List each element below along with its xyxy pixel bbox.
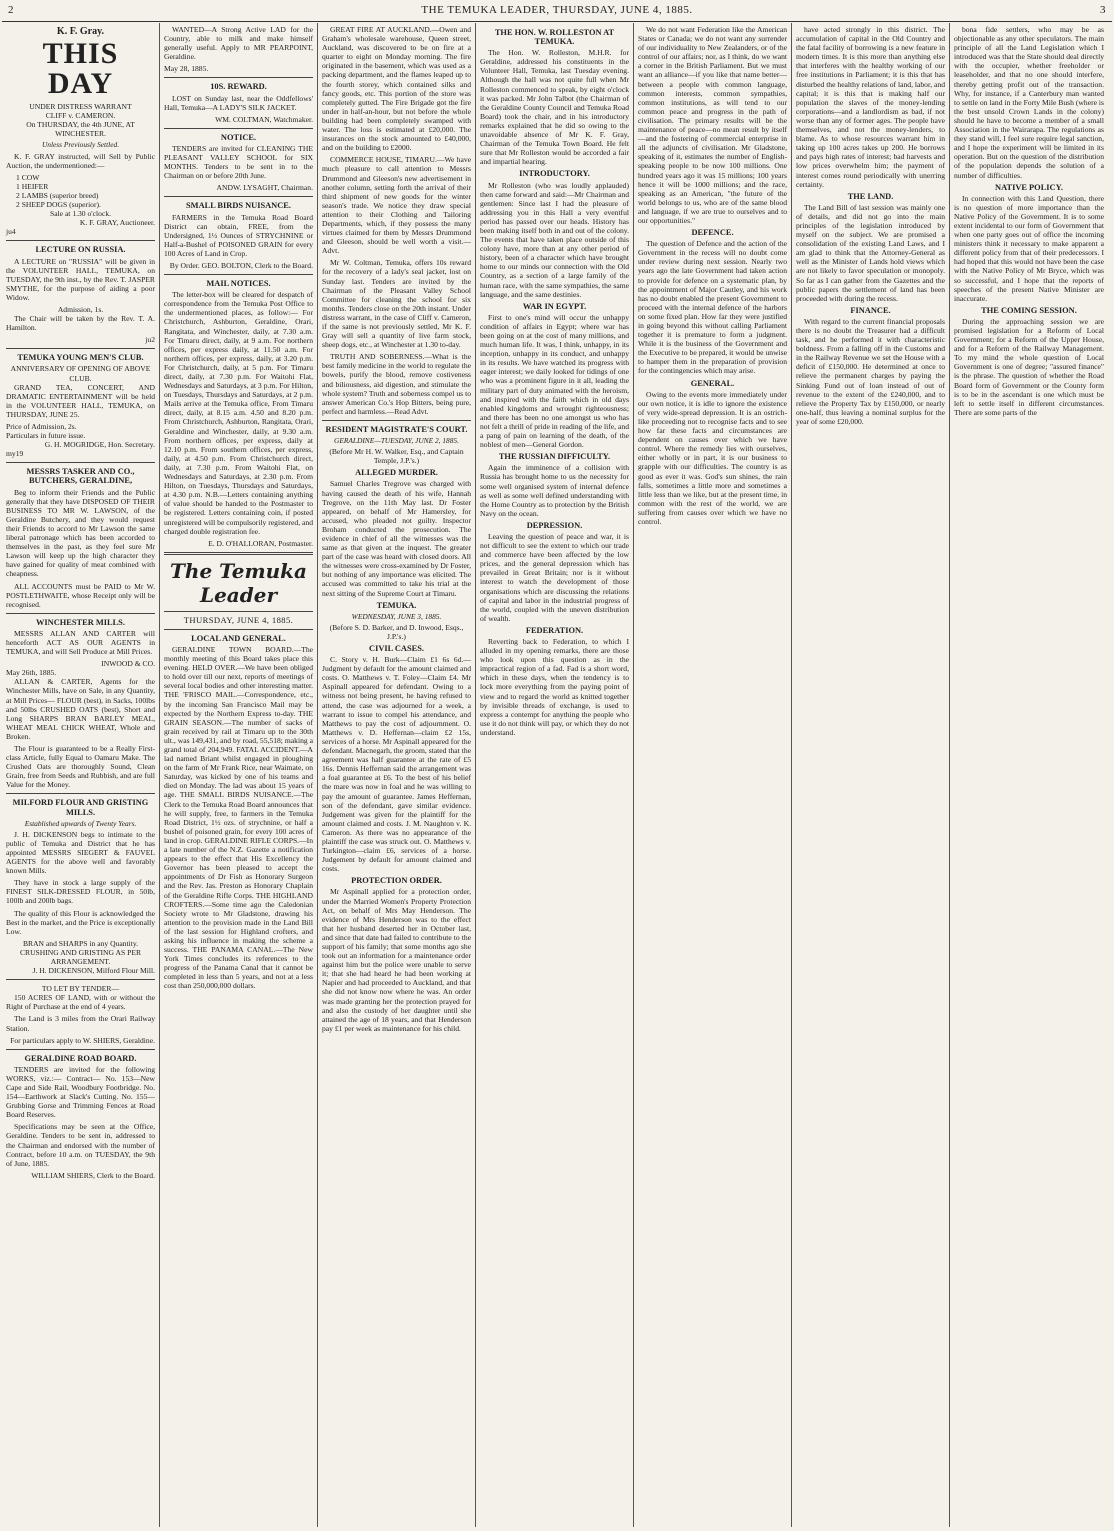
auction-item: 1 COW xyxy=(16,172,40,182)
case-name: CLIFF v. CAMERON. xyxy=(45,111,116,121)
general-heading: GENERAL. xyxy=(690,378,735,388)
notice-heading: NOTICE. xyxy=(220,132,257,142)
allan-notice: MESSRS ALLAN AND CARTER will henceforth ACT AS OUR AGENTS in TEMUKA, and will Sell Produce at Mill Prices. xyxy=(6,628,155,657)
masthead-title: THE TEMUKA LEADER, THURSDAY, JUNE 4, 1885. xyxy=(421,4,693,16)
introductory-body: Mr Rolleston (who was loudly applauded) then came forward and said:—Mr Chairman and gentlemen: Since last I had the pleasure of addressing you in this Hall a very eventful period has passed over our heads. History has been making itself both in and out of the colony. The events that have taken place outside of this colony have, more than at any other period of history, been of a character which have brought home to our minds our connection with the Old Country, as a section of a large family of the human race, with the same sympathies, the same language, and the same destinies. xyxy=(480,180,629,299)
top-rule xyxy=(2,21,1112,22)
russian-body: Again the imminence of a collision with Russia has brought home to us the necessity for some well organised system of internal defence as well as some well defined understanding with the Home Country as to protection by the British Navy on the ocean. xyxy=(480,463,629,518)
page-number-right: 3 xyxy=(1100,4,1106,16)
gray-instructed: K. F. GRAY instructed, will Sell by Public Auction, the undermentioned:— xyxy=(6,151,155,170)
crushing: CRUSHING AND GRISTING AS PER ARRANGEMENT. xyxy=(19,947,142,966)
rm-date: GERALDINE—TUESDAY, JUNE 2, 1885. xyxy=(334,436,459,446)
truth-article: TRUTH AND SOBERNESS.—What is the best family medicine in the world to regulate the bowels, purify the blood, remove costiveness and biliousness, aid digestion, and stimulate the whole system? Truth and soberness compel us to answer American Co.'s Hop Bitters, being pure, perfect and harmless.—Read Advt. xyxy=(322,352,471,416)
settlers-article: bona fide settlers, who may be as objectionable as any other speculators. The main principle of all the Land Legislation which I introduced was that the State should deal directly with the occupier, whether freeholder or leaseholder, and that no one should interfere, thereby getting profit out of the transaction. Why, for instance, if a Canterbury man wanted to settle on land in the Forty Mile Bush (where is the best unsold Crown Lands in the colony) should he have to become a member of a small Association in the Wairarapa. The regulations as they stand will, I feel sure require legal sanction, and I hope the experiment will be limited in its operation. But on the question of the distribution of the population depends the solution of a number of difficulties. xyxy=(954,25,1104,180)
postmaster-sign: E. D. O'HALLORAN, Postmaster. xyxy=(208,538,313,548)
general-body: Owing to the events more immediately under our own notice, it is idle to ignore the existence of very wide-spread depression. It is an ostrich-like proceeding not to recognise facts and to see how far these facts and circumstances are dependent on causes over which we have control. Where the remedy lies with ourselves, either wholly or in part, it is our business to grapple with our difficulties. The country is as good as ever it was. God's sun shines, the rain falls, sometimes a little more and sometimes a little less than we like, but at the present time, in common with the rest of the world, we are suffering from causes over which we have no control. xyxy=(638,389,787,526)
depression-body: Leaving the question of peace and war, it is not difficult to see the extent to which our trade and commerce have been affected by the low prices, and the general depression which has prevailed in Great Britain; nor is it without interest to watch the development of those organisations which are discussing the relations of capital and labor in the industrial progress of the world, coupled with the uneven distribution of wealth. xyxy=(480,531,629,623)
federation-heading: FEDERATION. xyxy=(525,625,584,635)
mail-body: The letter-box will be cleared for despatch of correspondence from the Temuka Post Office to the undermentioned places, as follow:— For Christchurch, Ashburton, Geraldine, Orari, Rangitata, and Winchester, daily, at 7.30 a.m. For Timaru direct, daily, at 9 a.m. For northern offices, per express daily, at 11.50 a.m. For northern offices, per express, daily, at 3.20 p.m. For Christchurch, daily, at 5 p.m. For Timaru direct, daily, at 7.30 p.m. For Waitohi Flat, Wednesdays and Saturdays, at 3 p.m. For Hilton, on Tuesdays, Thursdays and Saturdays, at 2 p.m. Mails arrive at the Temuka office, From Timaru direct, daily, at 8.15 a.m. 4.50 and 8.20 p.m. From Christchurch, Ashburton, Rangitata, Orari, Geraldine and Winchester, daily, at 9.30 a.m. From northern offices, per express, daily at 12.10 p.m. From southern offices, per express, daily, at 4.50 p.m. From Christchurch direct, daily, at 7.30 p.m. From Waitohi Flat, on Wednesdays and Saturdays, at 2.30 p.m. From Hilton, on Tuesdays, Thursdays and Saturdays, at 4.30 p.m. N.B.—Letters containing anything of value should be handed to the Postmaster to be registered. Letters containing coin, if posted unregistered will be compulsorily registered, and charged double registration fee. xyxy=(164,290,313,536)
auction-item: 2 LAMBS (superior breed) xyxy=(16,190,99,200)
local-body: GERALDINE TOWN BOARD.—The monthly meeting of this Board takes place this evening. HELD OVER.—We have been obliged to hold over till our next, reports of meetings of several local bodies and other interesting matter. THE 'FRISCO MAIL.—Correspondence, etc., by the incoming San Francisco Mail may be expected by the Northern Express to-day. THE GRAIN SEASON.—The number of sacks of grain received by rail at Timaru up to the 30th ult., was 149,431, and by road, 55,518; making a grand total of 204,949. FATAL ACCIDENT.—A lad named Briant whilst engaged in ploughing on the farm of Mr Frank Rice, near Waimate, on Saturday, was kicked by one of his teams and died on Monday. The lad was about 15 years of age. THE SMALL BIRDS NUISANCE.—The Clerk to the Temuka Road Board announces that he will supply, free, to farmers in the Temuka Road District, 1½ ozs. of strychnine, or half a bushel of poisoned grain, for every 100 acres of land in crop. GERALDINE RIFLE CORPS.—In a late number of the N.Z. Gazette a notification appears to the effect that His Excellency the Governor has been pleased to accept the appointments of Dr Fish as Honorary Surgeon and the Rev. Jas. Preston as Honorary Chaplain of the Geraldine Rifle Corps. THE HIGHLAND CROFTERS.—Some time ago the Caledonian Society wrote to Mr Gladstone, drawing his attention to the provision made in the Land Bill of the last session for Highland crofters, and asking his influence in making the scheme a success. THE PANAMA CANAL.—The New York Times concludes its references to the progress of the Panama Canal that it cannot be completed in less than 5 years, and not at a less cost than 250,000,000 dollars. xyxy=(164,644,313,991)
ad-code: ju4 xyxy=(6,227,16,237)
auction-items xyxy=(6,173,155,209)
dickenson-notice: J. H. DICKENSON begs to intimate to the public of Temuka and District that he has appointed MESSRS SIEGERT & FAUVEL AGENTS for the above well and favorably known Mills. xyxy=(6,829,155,876)
civil-heading: CIVIL CASES. xyxy=(369,644,424,653)
federation-body: Reverting back to Federation, to which I alluded in my opening remarks, there are those who look upon this question as in the impractical region of a fad. Fad is a short word, which in these days, when the tendency is to lock more everything from the paying point of view and to regard the world as knitted together by invisible threads of exchange, is used to express a contempt for anything the people who use it do not think will pay, or which they do not understand. xyxy=(480,637,629,737)
session-heading: THE COMING SESSION. xyxy=(981,305,1077,315)
mail-heading: MAIL NOTICES. xyxy=(206,279,271,289)
page-number-left: 2 xyxy=(8,4,14,16)
native-body: In connection with this Land Question, there is no question of more importance than the Native Policy of the Government. It is to some extent incidental to our form of Government that when one party goes out of office the incoming ministers think it necessary to make apparent a different policy from that of their predecessors. I had hoped that this would not have been the case with the Native Policy of Mr Bryce, which was so successful, and I hope that the reports of speeches of the present Native Minister are inaccurate. xyxy=(954,193,1104,303)
mogridge: G. H. MOGRIDGE, Hon. Secretary. xyxy=(44,440,155,450)
tenders-list: TENDERS are invited for the following WORKS, viz.:— Contract— No. 153—New Cape and Side Rail, Woodbury Footbridge. No. 154—Earthwork at Slack's Cutting. No. 155—Grubbing Gorse and Trimming Fences at Road Board Reserves. xyxy=(6,1064,155,1120)
chair-note: The Chair will be taken by the Rev. T. A. Hamilton. xyxy=(6,314,155,333)
tenders-cleaning: TENDERS are invited for CLEANING THE PLEASANT VALLEY SCHOOL for SIX MONTHS. Tenders to be sent in to the Chairman on or before 20th June. xyxy=(164,143,313,181)
lysaght-sign: ANDW. LYSAGHT, Chairman. xyxy=(216,183,313,193)
federation-continued: We do not want Federation like the American States or Canada; we do not want any surrender of our individuality to New Zealanders, or of the control of our affairs; nor, as I think, do we want a corner in the British Parliament. But we must want an alliance—if you like that name better—between a people with common language, common interests, common sympathies, common institutions, as will tend to our common peace and progress in the path of civilisation. The primary results will be the maintenance of peace—no mean result by itself—and the fostering of commercial enterprise in all the adjuncts of civilisation. Mr Gladstone, speaking of it, estimates the number of English-speaking people to be now 100 millions. One hundred years ago it was 15 millions; 100 years hence it will be 1000 millions; and the race, speaking as an American, "the future of the world belongs to us, who are of the same blood and language, if we are true to ourselves and to our opportunities." xyxy=(638,25,787,225)
established: Established upwards of Twenty Years. xyxy=(24,818,137,828)
alleged-heading: ALLEGED MURDER. xyxy=(355,468,438,478)
date-may26: May 26th, 1885. xyxy=(6,668,57,678)
commerce-article: COMMERCE HOUSE, TIMARU.—We have much pleasure to call attention to Messrs Drummond and Gleeson's new advertisement in another column, setting forth the arrival of their third shipment of new goods for the winter season's trade. We notice they draw special attention to their Clothing and Tailoring Departments, which, if they possess the many virtues claimed for them by Messrs Drummond and Gleeson, should be well worth a visit.—Advt. xyxy=(322,155,471,256)
auctioneer: K. F. GRAY, Auctioneer. xyxy=(79,218,155,228)
rm-court-heading: RESIDENT MAGISTRATE'S COURT. xyxy=(325,424,468,434)
column-7 xyxy=(950,23,1108,1527)
date-may28: May 28, 1885. xyxy=(164,64,209,74)
civil-body: C. Story v. H. Burk—Claim £1 6s 6d.—Judgment by default for the amount claimed and costs. O. Matthews v. T. Foley—Claim £4. Mr Aspinall appeared for defendant. Owing to a witness not being present, he having refused to attend, the case was adjourned for a week, a warrant to issue to compel his attendance, and Matthews to pay the cost of adjournment. O. Matthews v. D. Heffernan—claim £2 15s, services of a horse. Mr Aspinall appeared for the defendant. Macnegarh, the groom, stated that the agreement was half guarantee at the rate of £5 16s. Dennis Heffernan said the arrangement was a foal guarantee at £6. To the best of his belief the mare was now in foal and he was willing to pay the amount of guarantee. James Heffernan, son of the defendant, gave similar evidence. Judgement was given for the plaintiff for the amount claimed and costs. J. M. Naughton v. K. Cameron. As there was no appearance of the plaintiff the case was struck out. O. Matthews v. Turkington—claim £6, services of a horse. Judgement by default for amount claimed and costs. xyxy=(322,655,471,874)
rm-before: (Before Mr H. W. Walker, Esq., and Captain Temple, J.P.'s.) xyxy=(329,447,464,466)
milford-heading: MILFORD FLOUR AND GRISTING MILLS. xyxy=(12,798,149,817)
land-heading: THE LAND. xyxy=(847,191,894,201)
rolleston-heading: THE HON. W. ROLLESTON AT TEMUKA. xyxy=(494,28,615,47)
column-5 xyxy=(634,23,792,1527)
coltman-article: Mr W. Coltman, Temuka, offers 10s reward for the recovery of a lady's seal jacket, lost on Sunday last. Tenders are invited by the Chairman of the Pleasant Valley School Committee for cleaning the school for six months. Tenders close on the 20th instant. Under distress warrant, in the case of Cliff v. Cameron, if the same is not previously settled, Mr K. F. Gray will sell a quantity of live farm stock, sheep dogs, etc., at Winchester at 1.30 to-day. xyxy=(322,258,471,350)
sale-time: Sale at 1.30 o'clock. xyxy=(49,209,112,219)
flour-stock: They have in stock a large supply of the FINEST SILK-DRESSED FLOUR, in 50lb, 100lb and 200lb bags. xyxy=(6,878,155,906)
lecture-body: A LECTURE on "RUSSIA" will be given in the VOLUNTEER HALL, TEMUKA, on TUESDAY, the 9th inst., by the Rev. T. JASPER SMYTHE, for the purpose of aiding a poor Widow. xyxy=(6,256,155,302)
fire-article: GREAT FIRE AT AUCKLAND.—Owen and Graham's wholesale warehouse, Queen street, Auckland, was discovered to be on fire at a quarter to eight on Monday morning. The fire originated in the basement, which was used as a packing department, and the flames leaped up to the fourth storey, which contained silks and fancy goods, etc. This portion of the store was completely gutted. The Fire Brigade got the fire under in half-an-hour, but not before the whole building had been completely swamped with water. The loss is estimated at £20,000. The insurances on the stock amounted to £40,000, and on the building to £2000. xyxy=(322,25,471,153)
flour-note: The Flour is guaranteed to be a Really First-class Article, fully Equal to Oamaru Make. The Crushed Oats are thoroughly Sound, Clean Grain, free from Seeds and Rubbish, and are full Value for the Money. xyxy=(6,744,155,790)
price: Price of Admission, 2s. xyxy=(6,422,77,431)
temuka-before: (Before S. D. Barker, and D. Inwood, Esqs., J.P.'s.) xyxy=(329,622,464,641)
defence-body: The question of Defence and the action of the Government in the recess will no doubt come under review during next session. Nearly two years ago the late Government had taken action to provide for defence on a systematic plan, by the appointment of Major Cautley, and his work has no doubt enabled the present Government to proceed with the internal defence of the harbors on some fixed plan. How far they were justified in going beyond this without calling Parliament together it is premature to form a judgment. While it is the business of the Government and the Executive to be prepared, it would be unwise to hamper them in the preparation of provision for the contingencies which may arise. xyxy=(638,239,787,376)
column-3 xyxy=(318,23,476,1527)
auction-item: 2 SHEEP DOGS (superior). xyxy=(16,200,101,210)
acres: 150 ACRES OF LAND, with or without the Right of Purchase at the end of 4 years. xyxy=(6,993,155,1012)
war-body: First to one's mind will occur the unhappy condition of affairs in Egypt; where war has been going on at the cost of many millions, and much human life. It was, I think, unhappy, in its inception, unhappy in its conduct, and unhappy in its results. We have watched its progress with eager interest; we daily looked for tidings of one who was a prominent figure in it all, leading the military part of duty animated with the heroism, and inspired with the faith which in old days enabled kingdoms and wrought righteousness; and there has been no one amongst us who has not felt a thrill of pride in reading of the life, and a pang of pain on learning of the death, of the noblest of men—General Gordon. xyxy=(480,312,629,450)
finance-body: With regard to the current financial proposals there is no doubt the Treasurer had a difficult task, and he performed it with characteristic boldness. From a falling off in the Customs and in the Railway Revenue we set the House with a deficit of £150,000. He determined at once to relieve the permanent charges by paying the Sinking Fund out of loan instead of out of revenue to the extent of the £240,000, and to relieve the Property Tax by £150,000, or nearly one-half, thus leaving a nominal surplus for the year of some £20,000. xyxy=(796,316,945,426)
russian-heading: THE RUSSIAN DIFFICULTY. xyxy=(498,452,611,462)
farmers-notice: FARMERS in the Temuka Road Board District can obtain, FREE, from the Undersigned, 1½ Ounces of STRYCHNINE or Half-a-Bushel of POISONED GRAIN for every 100 Acres of Land in Crop. xyxy=(164,212,313,258)
road-board-heading: GERALDINE ROAD BOARD. xyxy=(24,1053,137,1063)
sale-when: On THURSDAY, the 4th JUNE, AT WINCHESTER. xyxy=(26,120,135,139)
inwood: INWOOD & CO. xyxy=(101,659,155,669)
capital-article: have acted strongly in this district. The accumulation of capital in the Old Country and the fatal facility of borrowing is a new feature in modern times. It is this more than anything else that interferes with the healthy working of our free institutions in Parliament; it is this that has disturbed the healthy relations of land, labor, and capital; it is this that is making half our population the slaves of the money-lending corporations—and a landlordism as bad, if not worse than any of former ages. The people have themselves, and not the money-lenders, to blame. As to whose resources warrant him in taking up 100 acres takes up 200. He borrows and pays high rates of interest; bad harvests and low prices overwhelm him; the payment of interest comes round periodically with unerring certainty. xyxy=(796,25,945,189)
finance-heading: FINANCE. xyxy=(850,305,891,315)
murder-article: Samuel Charles Tregrove was charged with having caused the death of his wife, Hannah Tregrove, on the 11th May last. Dr Foster appeared, on behalf of Mr Hamersley, for accused, who pleaded not guilty. Inspector Broham conducted the prosecution. The evidence in chief of all the witnesses was the same as that given at the inquest. The greater part of the case was heard with closed doors. All the witnesses were cross-examined by Dr Foster, but nothing of any importance was elicited. The accused was committed to take his trial at the next sitting of the Supreme Court at Timaru. xyxy=(322,479,471,598)
columns xyxy=(2,23,1112,1527)
bran: BRAN and SHARPS in any Quantity. xyxy=(22,938,139,948)
dickenson-sign: J. H. DICKENSON, Milford Flour Mill. xyxy=(32,966,155,976)
coltman-sign: WM. COLTMAN, Watchmaker. xyxy=(215,114,313,124)
ad-code: my19 xyxy=(6,449,24,459)
tasker-body: Beg to inform their Friends and the Public generally that they have DISPOSED OF THEIR BUSINESS TO MR W. LAWSON, of the Geraldine Butchery, and they would request their Friends to accord to Mr Lawson the same liberal patronage which has been accorded to themselves in the past, as they feel sure Mr Lawson will keep up the high character they have gained for quality of meat combined with cheapness. xyxy=(6,487,155,579)
temuka-date: WEDNESDAY, JUNE 3, 1885. xyxy=(351,611,442,621)
column-6 xyxy=(792,23,950,1527)
native-heading: NATIVE POLICY. xyxy=(995,182,1063,192)
column-1 xyxy=(2,23,160,1527)
bolton-sign: By Order. GEO. BOLTON, Clerk to the Board. xyxy=(169,260,313,270)
masthead xyxy=(0,0,1114,22)
war-heading: WAR IN EGYPT. xyxy=(522,301,587,311)
distress-warrant: UNDER DISTRESS WARRANT xyxy=(29,102,132,112)
session-body: During the approaching session we are promised legislation for a Reform of Local Government; for a Reform of the Upper House, and for a Reform of the Railway Management. To my mind the whole question of Local Government is one of degree; "assured finance" is the phrase. The question of whether the Road Board form of Government or the County form is to be in the ascendant is one which must be left to settle itself in different circumstances. There are some parts of the xyxy=(954,316,1104,417)
land-body: The Land Bill of last session was mainly one of details, and did not go into the main principles of the legislation introduced by myself on the subject. We are promised a consolidation of the existing Land Laws, and I am glad to think that the Attorney-General as well as the Minister of Lands hold views which are not likely to favor speculation or monopoly. So far as I can gather from the Gazettes and the public papers the settlement of land has been proceeded with during the recess. xyxy=(796,202,945,303)
wanted-ad: WANTED—A Strong Active LAD for the Country, able to milk and make himself generally useful. Apply to MR PEARPOINT, Geraldine. xyxy=(164,25,313,62)
depression-heading: DEPRESSION. xyxy=(526,520,583,530)
defence-heading: DEFENCE. xyxy=(691,228,734,238)
protection-body: Mr Aspinall applied for a protection order, under the Married Women's Property Protection Act, on behalf of Mrs May Henderson. The evidence of Mrs Henderson was to the effect that her husband deserted her in October last, and since that date had failed to contribute to the support of his family; that some months ago she took out an information for a maintenance order against him but the police were unable to serve it; that she had heard he had been working at Napier and had proceeded to Auckland, and that she did not know now where he was. An order was made granting her the protection prayed for and also the custody of her daughter until she attained the age of 18 years, and that Henderson pay £1 per week as maintenance for his child. xyxy=(322,887,471,1033)
ad-code: ju2 xyxy=(145,335,155,345)
to-let: TO LET BY TENDER— xyxy=(41,984,120,994)
local-heading: LOCAL AND GENERAL. xyxy=(191,633,286,643)
ymc-heading: TEMUKA YOUNG MEN'S CLUB. xyxy=(17,353,144,363)
admission: Admission, 1s. xyxy=(57,304,104,314)
auction-item: 1 HEIFER xyxy=(16,181,49,191)
auction-header: K. F. Gray. xyxy=(56,26,105,37)
protection-heading: PROTECTION ORDER. xyxy=(351,876,442,886)
grand-tea: GRAND TEA, CONCERT, AND DRAMATIC ENTERTAINMENT will be held in the VOLUNTEER HALL, TEMUKA, on THURSDAY, JUNE 25. xyxy=(6,382,155,419)
rolleston-body: The Hon. W. Rolleston, M.H.R. for Geraldine, addressed his constituents in the Volunteer Hall, Temuka, last Tuesday evening. Although the hall was not quite full when Mr Rolleston commenced to speak, by eight o'clock it was packed. Mr John Talbot (the Chairman of the Geraldine County Council and Temuka Road Board) took the chair, and in his introductory remarks explained that he did so owing to the unavoidable absence of Mr K. F. Gray, Chairman of the Temuka Town Board. He felt sure that Mr Rolleston would be accorded a fair and impartial hearing. xyxy=(480,48,629,167)
paper-title: The Temuka Leader xyxy=(170,558,307,607)
accounts-notice: ALL ACCOUNTS must be PAID to Mr W. POSTLETHWAITE, whose Receipt only will be recognised. xyxy=(6,581,155,609)
tasker-heading: MESSRS TASKER AND CO., BUTCHERS, GERALDINE, xyxy=(26,467,135,486)
small-birds-heading: SMALL BIRDS NUISANCE. xyxy=(186,201,291,211)
land-miles: The Land is 3 miles from the Orari Railway Station. xyxy=(6,1014,155,1033)
issue-date: THURSDAY, JUNE 4, 1885. xyxy=(183,614,294,625)
column-2 xyxy=(160,23,318,1527)
unless-settled: Unless Previously Settled. xyxy=(41,140,120,150)
specifications: Specifications may be seen at the Office, Geraldine. Tenders to be sent in, addressed to the Chairman and endorsed with the number of Contract, before 10 a.m. on TUESDAY, the 9th of June, 1885. xyxy=(6,1122,155,1168)
lecture-heading: LECTURE ON RUSSIA. xyxy=(35,245,126,255)
reward-heading: 10S. REWARD. xyxy=(210,82,267,92)
column-4 xyxy=(476,23,634,1527)
allan-stock: ALLAN & CARTER, Agents for the Winchester Mills, have on Sale, in any Quantity, at Mill Prices— FLOUR (best), in Sacks, 100lbs and 50lbs CRUSHED OATS (best), Short and Long SHARPS BRAN BARLEY MEAL, WHEAT MEAL CHICK WHEAT, Whole and Broken. xyxy=(6,677,155,741)
flour-quality: The quality of this Flour is acknowledged the Best in the market, and the Price is exceptionally Low. xyxy=(6,908,155,936)
apply-shiers: For particulars apply to W. SHIERS, Geraldine. xyxy=(10,1035,155,1045)
particulars: Particulars in future issue. xyxy=(6,431,86,441)
introductory-heading: INTRODUCTORY. xyxy=(519,169,590,179)
this-day-heading: THIS DAY xyxy=(42,37,119,101)
winchester-heading: WINCHESTER MILLS. xyxy=(36,617,125,627)
temuka-heading: TEMUKA. xyxy=(376,600,417,610)
anniversary: ANNIVERSARY OF OPENING OF ABOVE CLUB. xyxy=(10,364,151,383)
shiers-sign: WILLIAM SHIERS, Clerk to the Board. xyxy=(31,1170,155,1180)
lost-ad: LOST on Sunday last, near the Oddfellows' Hall, Temuka—A LADY'S SILK JACKET. xyxy=(164,93,313,112)
